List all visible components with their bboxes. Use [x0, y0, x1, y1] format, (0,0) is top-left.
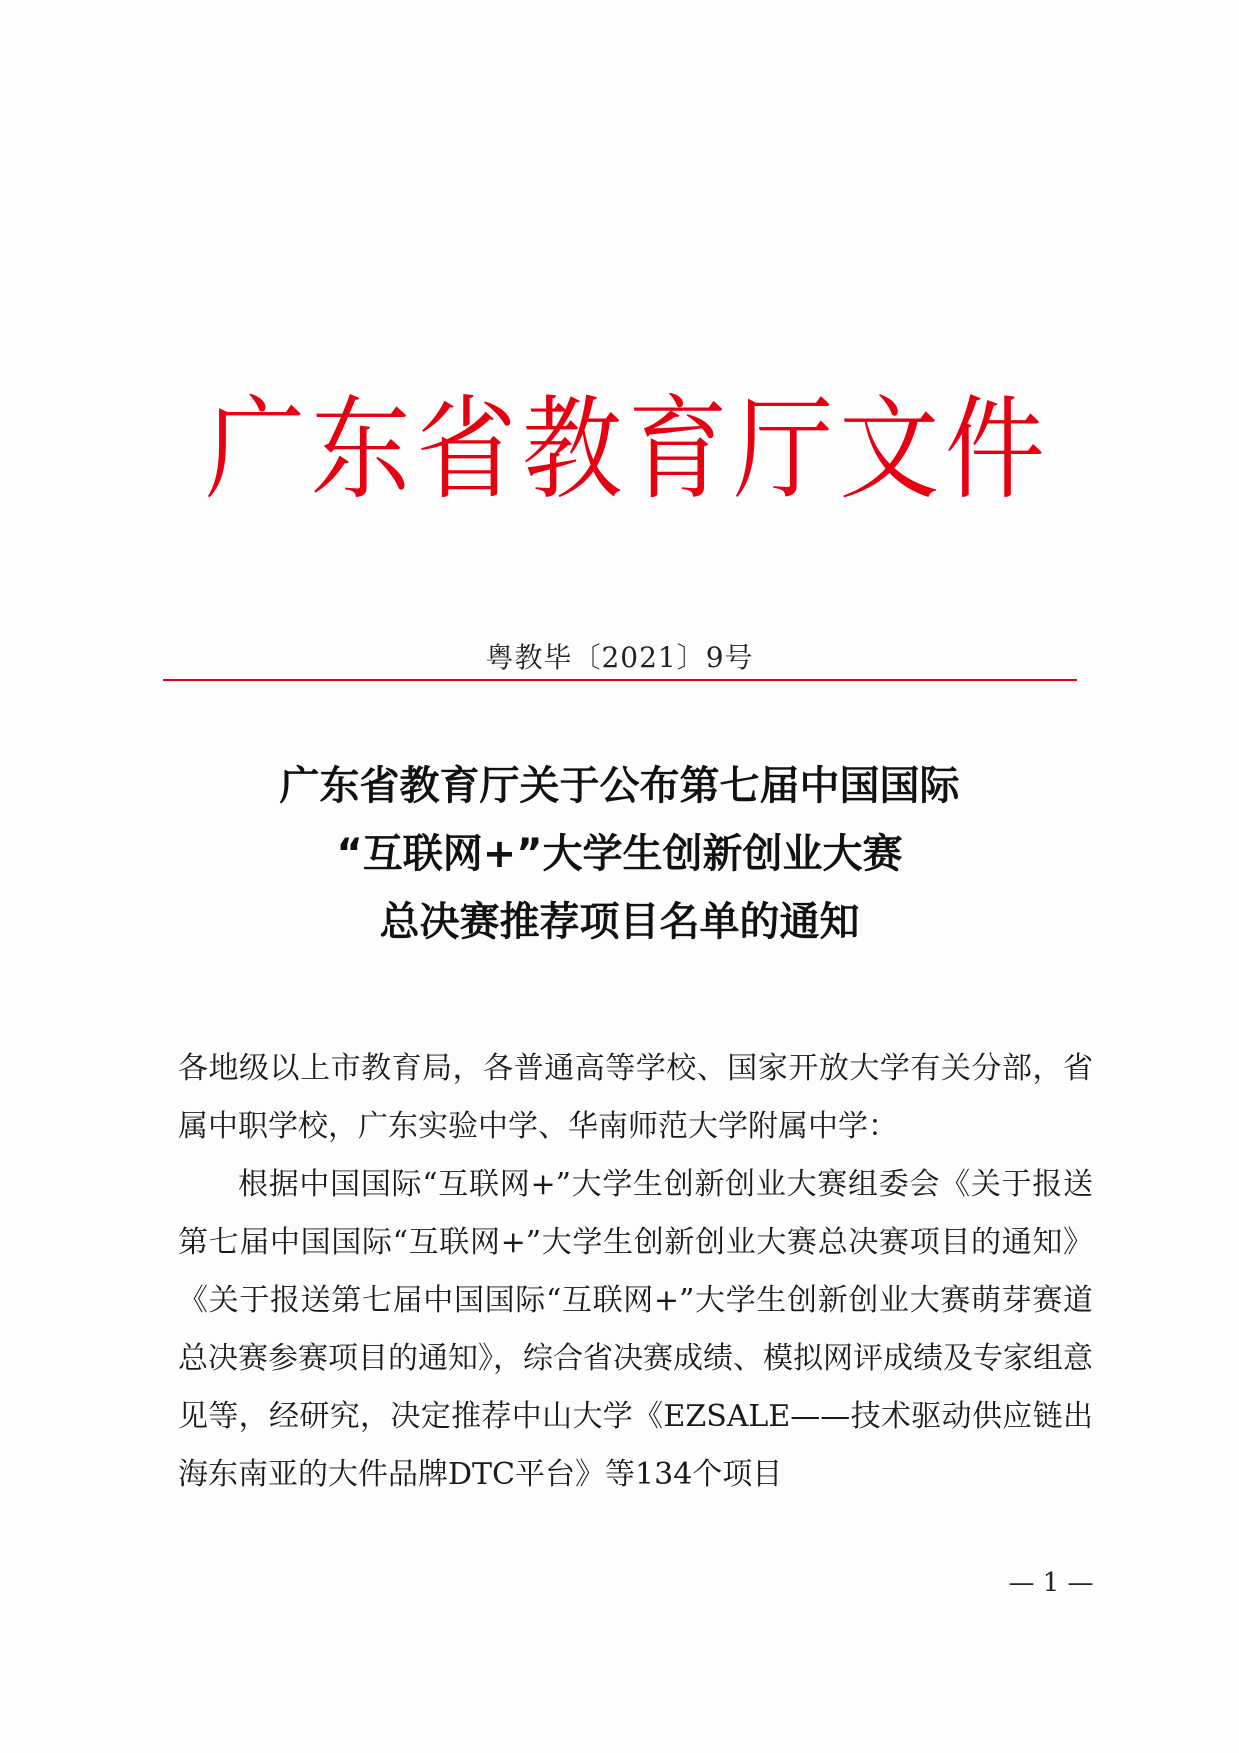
document-title [0, 752, 1239, 956]
document-body [178, 1040, 1093, 1504]
masthead-char: 育 [627, 383, 728, 515]
document-number: 粤教毕〔2021〕9号 [485, 641, 754, 674]
masthead-char: 东 [310, 383, 411, 515]
masthead-char: 厅 [733, 383, 834, 515]
title-line: “互联网+”大学生创新创业大赛 [336, 831, 903, 877]
title-line: 总决赛推荐项目名单的通知 [379, 899, 860, 945]
recipients-paragraph: 各地级以上市教育局，各普通高等学校、国家开放大学有关分部，省属中职学校，广东实验中学、华南师范大学附属中学： [178, 1051, 1093, 1144]
masthead-char: 文 [839, 383, 940, 515]
body-paragraph: 根据中国国际“互联网+”大学生创新创业大赛组委会《关于报送第七届中国国际“互联网+”大学生创新创业大赛总决赛项目的通知》《关于报送第七届中国国际“互联网+”大学生创新创业大赛萌芽赛道总决赛参赛项目的通知》，综合省决赛成绩、模拟网评成绩及专家组意见等，经研究，决定推荐中山大学《EZSALE——技术驱动供应链出海东南亚的大件品牌DTC平台》等134个项目 [178, 1167, 1093, 1492]
masthead-char: 教 [522, 383, 623, 515]
masthead-title [205, 377, 1045, 523]
masthead-char: 省 [416, 383, 517, 515]
page-number: — 1 — [1008, 1568, 1094, 1598]
masthead-char: 件 [944, 383, 1045, 515]
header-divider [163, 679, 1077, 681]
title-line: 广东省教育厅关于公布第七届中国国际 [279, 763, 960, 809]
masthead-char: 广 [205, 383, 305, 515]
